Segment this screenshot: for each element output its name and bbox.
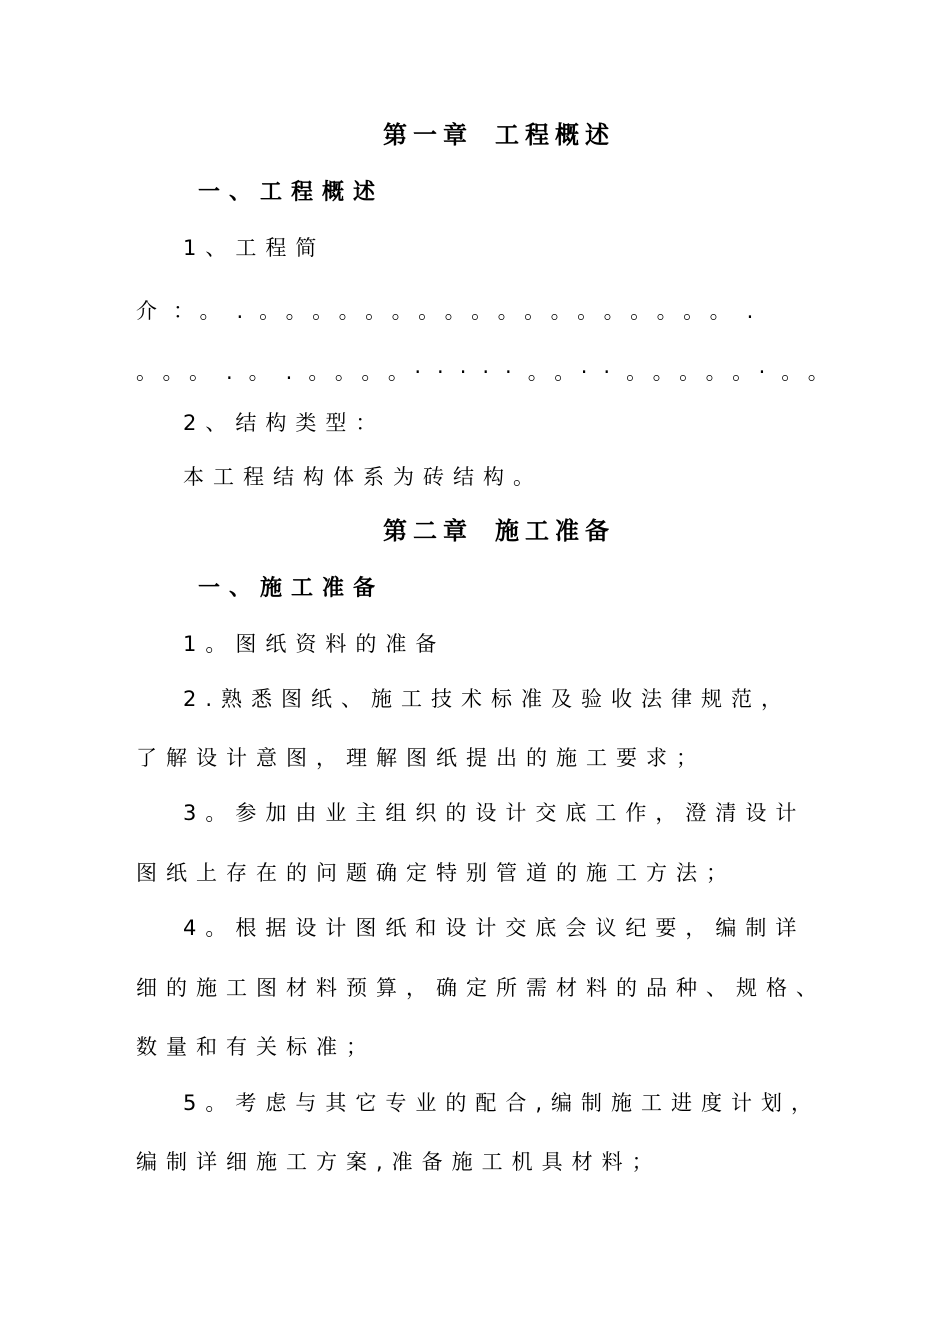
chapter-1-number: 第一章	[383, 121, 473, 149]
chapter-1-name: 工程概述	[495, 121, 615, 149]
item-1-continuation: 介：。.。。。。。。。。。。。。。。。。。。.	[136, 299, 770, 323]
item-2-label: 2、结构类型：	[183, 411, 386, 435]
section-heading-preparation: 一、施工准备	[198, 576, 385, 601]
section-heading-overview: 一、工程概述	[198, 180, 385, 205]
paragraph-5-line-1: 5。考虑与其它专业的配合,编制施工进度计划，	[183, 1091, 822, 1115]
item-1-label: 1、工程简	[183, 236, 326, 260]
paragraph-4-line-1: 4。根据设计图纸和设计交底会议纪要，编制详	[183, 916, 806, 940]
paragraph-1: 1。图纸资料的准备	[183, 632, 446, 656]
chapter-2-title	[383, 516, 615, 546]
paragraph-5-line-2: 编制详细施工方案,准备施工机具材料；	[136, 1150, 662, 1174]
chapter-2-number: 第二章	[383, 517, 473, 545]
paragraph-4-line-3: 数量和有关标准；	[136, 1035, 376, 1059]
paragraph-4-line-2: 细的施工图材料预算，确定所需材料的品种、规格、	[136, 976, 826, 1000]
chapter-1-title	[383, 120, 615, 150]
item-1-dots: 。。。.。.。。。。·····。。··。。。。。·。。	[136, 360, 845, 384]
paragraph-2-line-1: 2.熟悉图纸、施工技术标准及验收法律规范，	[183, 687, 792, 711]
paragraph-3-line-1: 3。参加由业主组织的设计交底工作，澄清设计	[183, 801, 806, 825]
paragraph-3-line-2: 图纸上存在的问题确定特别管道的施工方法；	[136, 861, 736, 885]
item-2-text: 本工程结构体系为砖结构。	[183, 465, 543, 489]
paragraph-2-line-2: 了解设计意图，理解图纸提出的施工要求；	[136, 746, 706, 770]
chapter-2-name: 施工准备	[495, 517, 615, 545]
